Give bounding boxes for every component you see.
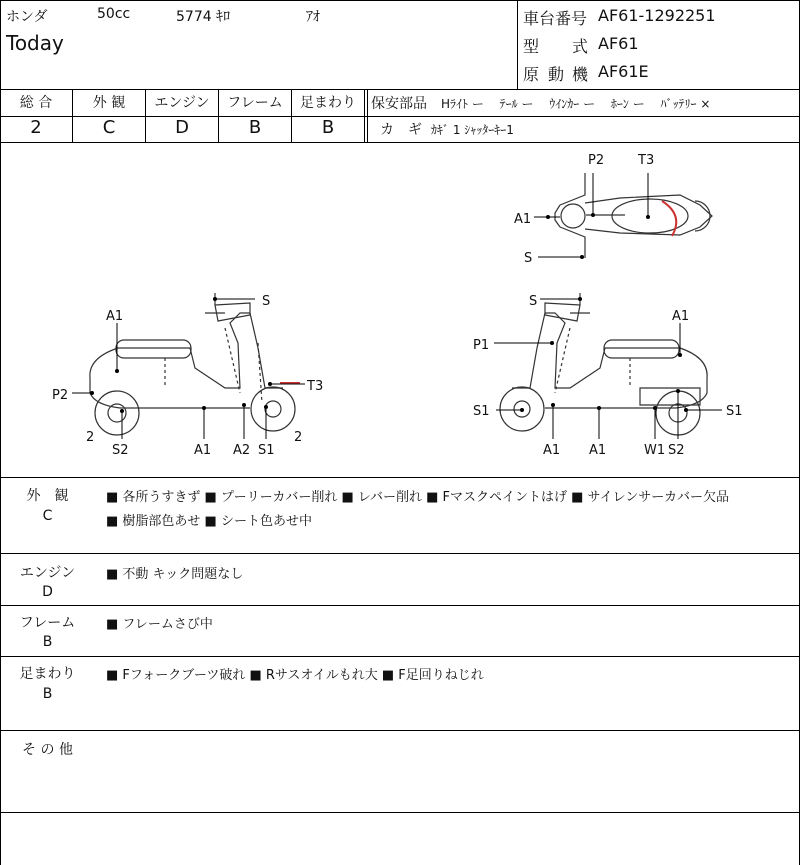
- detail-appearance-line-1: ■ 各所うすきず ■ プーリーカバー削れ ■ レバー削れ ■ Fマスクペイントはげ ■ サイレンサーカバー欠品: [106, 490, 730, 505]
- type-label-2: 式: [572, 37, 589, 56]
- detail-label-appearance: 外 観: [26, 488, 69, 504]
- right-label-p1: P1: [473, 338, 490, 353]
- detail-divider-2: [0, 605, 800, 606]
- engine-label-2: 動: [548, 65, 565, 84]
- detail-frame-line-1: ■ フレームさび中: [106, 617, 213, 632]
- right-label-a1-bottom-1: A1: [543, 443, 561, 458]
- maker: ホンダ: [6, 9, 48, 25]
- detail-engine-line-1: ■ 不動 キック問題なし: [106, 567, 244, 582]
- grade-value-overall: 2: [30, 117, 42, 138]
- detail-grade-engine: D: [42, 584, 53, 600]
- safety-label: 保安部品: [371, 96, 427, 112]
- model-name: Today: [6, 31, 64, 55]
- grade-header-suspension: 足まわり: [300, 95, 356, 111]
- left-label-s1: S1: [258, 443, 275, 458]
- header-divider: [0, 89, 800, 90]
- detail-label-engine: エンジン: [19, 565, 76, 581]
- grade-header-engine: エンジン: [154, 95, 210, 111]
- left-label-s2: S2: [112, 443, 129, 458]
- right-label-s2: S2: [668, 443, 685, 458]
- grade-header-appearance: 外 観: [92, 95, 126, 111]
- color: ｱｵ: [306, 9, 320, 25]
- diagram-divider: [0, 477, 800, 478]
- left-label-t3: T3: [307, 379, 324, 394]
- top-label-s: S: [524, 251, 533, 266]
- grade-header-overall: 総 合: [19, 95, 53, 111]
- left-label-a2: A2: [233, 443, 251, 458]
- detail-suspension-line-1: ■ Fフォークブーツ破れ ■ Rサスオイルもれ大 ■ F足回りねじれ: [106, 668, 484, 683]
- frame-top-border: [0, 0, 800, 1]
- grade-value-frame: B: [248, 117, 262, 138]
- grade-col-5: [364, 89, 365, 142]
- detail-appearance-line-2: ■ 樹脂部色あせ ■ シート色あせ中: [106, 514, 312, 529]
- top-label-a1: A1: [514, 212, 532, 227]
- grade-value-engine: D: [175, 117, 189, 138]
- type-label-1: 型: [523, 37, 540, 56]
- left-label-a1-bottom: A1: [194, 443, 212, 458]
- frame-no-label: 車台番号: [523, 9, 588, 28]
- grade-col-5b: [367, 89, 368, 142]
- left-label-p2: P2: [52, 388, 69, 403]
- right-label-s1-left: S1: [473, 404, 490, 419]
- grade-value-appearance: C: [102, 117, 116, 138]
- type-value: AF61: [598, 34, 639, 53]
- detail-grade-appearance: C: [42, 508, 53, 524]
- right-label-a1: A1: [672, 309, 690, 324]
- header-vertical-divider: [517, 0, 518, 89]
- detail-divider-1: [0, 553, 800, 554]
- detail-label-suspension: 足まわり: [19, 666, 76, 682]
- displacement: 50cc: [97, 6, 131, 22]
- detail-label-other: そ の 他: [22, 742, 73, 758]
- mileage: 5774 ｷﾛ: [176, 9, 231, 25]
- engine-value: AF61E: [598, 62, 649, 81]
- detail-divider-3: [0, 656, 800, 657]
- top-label-p2: P2: [588, 153, 605, 168]
- engine-label-1: 原: [523, 65, 540, 84]
- key-label: カ ギ: [380, 122, 422, 138]
- safety-items: Hﾗｲﾄ ー ﾃｰﾙ ー ｳｲﾝｶｰ ー ﾎｰﾝ ー ﾊﾞｯﾃﾘｰ ×: [441, 97, 711, 111]
- detail-grade-frame: B: [42, 634, 53, 650]
- left-label-a1: A1: [106, 309, 124, 324]
- detail-grade-suspension: B: [42, 686, 53, 702]
- right-label-a1-bottom-2: A1: [589, 443, 607, 458]
- frame-no: AF61-1292251: [598, 6, 716, 25]
- left-label-two-right: 2: [294, 430, 303, 445]
- detail-divider-4: [0, 730, 800, 731]
- engine-label-3: 機: [572, 65, 589, 84]
- grade-header-frame: フレーム: [227, 95, 283, 111]
- right-label-w1: W1: [644, 443, 666, 458]
- right-label-s: S: [529, 294, 538, 309]
- left-label-two-left: 2: [86, 430, 95, 445]
- damage-diagram: [0, 143, 800, 477]
- top-view-scooter: [555, 173, 712, 258]
- top-label-t3: T3: [638, 153, 655, 168]
- grade-value-suspension: B: [321, 117, 335, 138]
- key-value: ｶｷﾞ 1 ｼｬｯﾀｰｷｰ1: [431, 123, 514, 137]
- detail-divider-5: [0, 812, 800, 813]
- right-label-s1-right: S1: [726, 404, 743, 419]
- detail-label-frame: フレーム: [19, 615, 76, 631]
- left-label-s: S: [262, 294, 271, 309]
